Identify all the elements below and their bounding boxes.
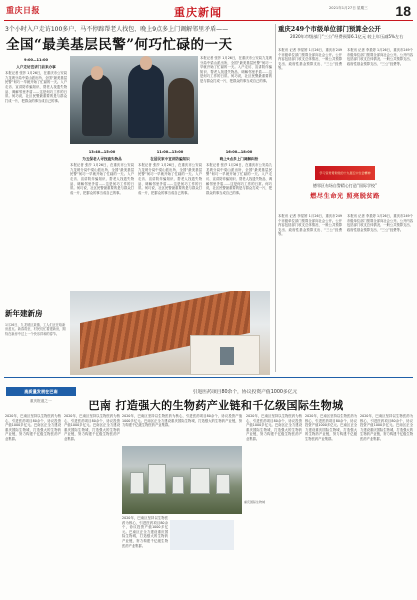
bottom-kicker: 引进医药项目80余个，协议投资产值1000多亿元 bbox=[192, 390, 298, 395]
city-photo-caption: 重庆国际生物城 bbox=[244, 500, 266, 504]
photo-figure bbox=[128, 64, 164, 138]
issue-info: 2021年1月27日 星期三 bbox=[329, 6, 368, 10]
main-body-col-4 bbox=[138, 148, 202, 288]
masthead bbox=[4, 3, 413, 21]
bottom-body-col-5 bbox=[246, 414, 302, 598]
photo-feature-text: 1月26日，九龙坡区某镇，工人们正在给新房盖瓦。新春将至，村民们忙着建新房，期待在新房中过上一个快乐祥和的春节。 bbox=[5, 323, 66, 336]
bottom-body-col-2 bbox=[64, 414, 120, 598]
photo-figure bbox=[168, 78, 194, 138]
subhead-label-4: 晚上9点多上门调解纠纷 bbox=[219, 156, 259, 161]
main-body-col-5 bbox=[206, 148, 272, 288]
bottom-highlight-box bbox=[170, 520, 234, 550]
bottom-body-text: 2020年，巴南区坚持以生物医药为核心，引进医药项目80余个，协议投资产值1000多亿元。巴南区正全力建设重庆国际生物城，打造强大的生物药产业链，努力构建千亿级生物医药产业集群。 bbox=[64, 414, 120, 441]
subhead-label-3: 在居民家中宣讲防骗知识 bbox=[150, 156, 190, 161]
right-body-col-1 bbox=[278, 48, 342, 162]
section-title: 重庆新闻 bbox=[174, 6, 222, 19]
bottom-body-text: 2020年，巴南区坚持以生物医药为核心，引进医药项目80余个，协议投资产值1000多亿元。巴南区正全力建设重庆国际生物城，打造强大的生物药产业链，努力构建千亿级生物医药产业集群。 bbox=[360, 414, 413, 441]
promo-line-2: 燃尽生命光 照亮脱贫路 bbox=[310, 193, 380, 200]
bottom-body-col-6 bbox=[305, 414, 357, 598]
newspaper-logo: 重庆日报 bbox=[6, 5, 40, 15]
bottom-body-text: 2020年，巴南区坚持以生物医药为核心，引进医药项目80余个，协议投资产值1000多亿元。巴南区正全力建设重庆国际生物城，打造强大的生物药产业链，努力构建千亿级生物医药产业集群。 bbox=[122, 516, 168, 548]
bottom-body-col-4 bbox=[122, 516, 168, 598]
promo-banner-text: 学习宣传贯彻党的十九届五中全会精神 bbox=[319, 171, 371, 175]
bottom-headline: 巴南 打造强大的生物药产业链和千亿级国际生物城 bbox=[88, 399, 344, 412]
bottom-body-col-3 bbox=[122, 414, 242, 444]
main-headline: 全国“最美基层民警”何巧忙碌的一天 bbox=[6, 37, 233, 53]
right-body-col-4 bbox=[347, 214, 413, 372]
page-number: 18 bbox=[395, 3, 411, 19]
bottom-body-col-7 bbox=[360, 414, 413, 598]
section-rule bbox=[4, 377, 413, 378]
section-tag-text: 高质量发展在巴南 bbox=[24, 389, 58, 394]
bottom-body-text: 2020年，巴南区坚持以生物医药为核心，引进医药项目80余个，协议投资产值1000多亿元。巴南区正全力建设重庆国际生物城，打造强大的生物药产业链，努力构建千亿级生物医药产业集群。 bbox=[122, 414, 242, 428]
photo-face bbox=[140, 56, 152, 70]
city-building bbox=[172, 476, 184, 494]
right-body-text: 本报讯 记者 李星婷 1月26日，重庆市249个市级单位部门预算全部向社会公开。公开内容包括部门收支总体情况、一般公共预算支出、政府性基金预算支出、“三公”经费等。 bbox=[347, 214, 413, 232]
bottom-body-text: 2020年，巴南区坚持以生物医药为核心，引进医药项目80余个，协议投资产值1000多亿元。巴南区正全力建设重庆国际生物城，打造强大的生物药产业链，努力构建千亿级生物医药产业集群。 bbox=[305, 414, 357, 441]
right-headline: 重庆249个市级单位部门预算全公开 bbox=[278, 25, 381, 33]
photo-feature-title: 新年建新房 bbox=[5, 309, 43, 318]
main-body-col-3 bbox=[70, 148, 134, 288]
right-body-text: 本报讯 记者 李星婷 1月26日，重庆市249个市级单位部门预算全部向社会公开。公开内容包括部门收支总体情况、一般公共预算支出、政府性基金预算支出、“三公”经费等。 bbox=[278, 214, 342, 237]
roof-photo bbox=[70, 291, 270, 375]
bottom-body-text: 2020年，巴南区坚持以生物医药为核心，引进医药项目80余个，协议投资产值1000多亿元。巴南区正全力建设重庆国际生物城，打造强大的生物药产业链，努力构建千亿级生物医药产业集群。 bbox=[246, 414, 302, 441]
subhead-2: 13:40—15:00 bbox=[88, 150, 116, 154]
photo-face bbox=[91, 66, 103, 80]
main-body-col-2 bbox=[200, 56, 272, 144]
subhead-label-2: 为五保老人寻找遗失物品 bbox=[82, 156, 122, 161]
city-building bbox=[216, 474, 230, 494]
section-tag-sub: 重庆报道之一 bbox=[30, 399, 52, 403]
photo-feature-caption bbox=[5, 294, 67, 374]
right-body-text: 本报讯 记者 李星婷 1月26日，重庆市249个市级单位部门预算全部向社会公开。公开内容包括部门收支总体情况、一般公共预算支出、政府性基金预算支出、“三公”经费等。 bbox=[347, 48, 413, 66]
right-body-col-2 bbox=[347, 48, 413, 162]
subhead-label-1: 入户走访宣讲门前来办事 bbox=[16, 64, 56, 69]
subhead-1: 9:00—11:00 bbox=[24, 58, 48, 62]
police-photo bbox=[70, 56, 198, 144]
right-subhead: 2020年市级部门“三公”经费预算6.1亿元 较上年压减5%左右 bbox=[290, 34, 404, 39]
city-building bbox=[130, 472, 144, 494]
subhead-4: 16:00—18:00 bbox=[225, 150, 253, 154]
city-photo bbox=[122, 446, 242, 514]
bottom-body-text: 2020年，巴南区坚持以生物医药为核心，引进医药项目80余个，协议投资产值1000多亿元。巴南区正全力建设重庆国际生物城，打造强大的生物药产业链，努力构建千亿级生物医药产业集群。 bbox=[5, 414, 61, 441]
main-body-text: 本报记者 张莎 1月26日，在重庆市公安局九龙坡分局中梁山派出所，全国“最美基层民警”何巧一早就开始了忙碌的一天。入户走访、宣讲防诈骗知识、帮老人找遗失物品、调解邻里矛盾……这是何巧工作的日常。何巧说，社区民警最重要的是与群众打成一片，把群众的事当成自己的事。 bbox=[70, 163, 134, 195]
main-body-col-1 bbox=[5, 56, 67, 288]
city-building bbox=[148, 464, 166, 494]
main-body-text: 本报记者 张莎 1月26日，在重庆市公安局九龙坡分局中梁山派出所，全国“最美基层民警”何巧一早就开始了忙碌的一天。入户走访、宣讲防诈骗知识、帮老人找遗失物品、调解邻里矛盾……这是何巧工作的日常。何巧说，社区民警最重要的是与群众打成一片，把群众的事当成自己的事。 bbox=[206, 163, 272, 195]
city-building bbox=[190, 468, 210, 494]
subhead-3: 11:00—13:00 bbox=[156, 150, 184, 154]
section-tag bbox=[6, 387, 76, 396]
photo-figure bbox=[82, 74, 112, 136]
right-body-col-3 bbox=[278, 214, 342, 372]
main-kicker: 3个小时入户走访100多户、马不停蹄帮老人找包、晚上9点多上门调解邻里矛盾—— bbox=[5, 26, 229, 33]
column-divider bbox=[275, 24, 276, 372]
bottom-body-col-1 bbox=[5, 414, 61, 598]
main-body-text: 本报记者 张莎 1月26日，在重庆市公安局九龙坡分局中梁山派出所，全国“最美基层民警”何巧一早就开始了忙碌的一天。入户走访、宣讲防诈骗知识、帮老人找遗失物品、调解邻里矛盾……这是何巧工作的日常。何巧说，社区民警最重要的是与群众打成一片，把群众的事当成自己的事。 bbox=[200, 56, 272, 83]
promo-line-1: 德邻区布场自警精心打造“国际学校” bbox=[312, 183, 378, 188]
promo-block bbox=[278, 183, 412, 211]
main-body-text: 本报记者 张莎 1月26日，在重庆市公安局九龙坡分局中梁山派出所，全国“最美基层民警”何巧一早就开始了忙碌的一天。入户走访、宣讲防诈骗知识、帮老人找遗失物品、调解邻里矛盾……这是何巧工作的日常。何巧说，社区民警最重要的是与群众打成一片，把群众的事当成自己的事。 bbox=[5, 71, 67, 103]
promo-banner bbox=[315, 166, 375, 180]
right-body-text: 本报讯 记者 李星婷 1月26日，重庆市249个市级单位部门预算全部向社会公开。公开内容包括部门收支总体情况、一般公共预算支出、政府性基金预算支出、“三公”经费等。 bbox=[278, 48, 342, 71]
main-body-text: 本报记者 张莎 1月26日，在重庆市公安局九龙坡分局中梁山派出所，全国“最美基层民警”何巧一早就开始了忙碌的一天。入户走访、宣讲防诈骗知识、帮老人找遗失物品、调解邻里矛盾……这是何巧工作的日常。何巧说，社区民警最重要的是与群众打成一片，把群众的事当成自己的事。 bbox=[138, 163, 202, 195]
house-window bbox=[220, 347, 234, 365]
